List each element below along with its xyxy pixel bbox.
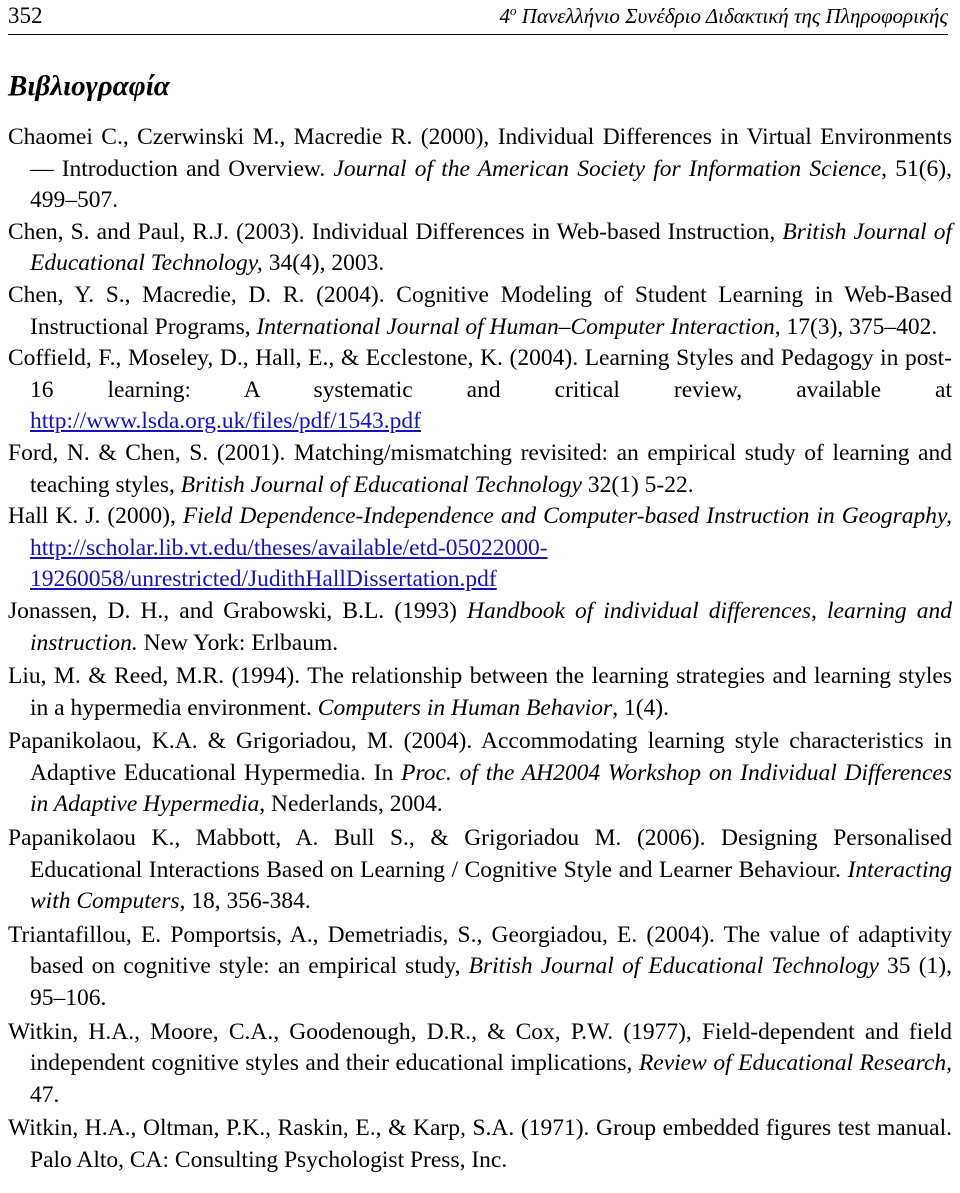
reference-item: Witkin, H.A., Oltman, P.K., Raskin, E., & Karp, S.A. (1971). Group embedded figures test manual. Palo Alto, CA: Consulting Psychologist Press, Inc. <box>8 1115 952 1173</box>
reference-item: Chaomei C., Czerwinski M., Macredie R. (2000), Individual Differences in Virtual Environments — Introduction and Overview. Journal of the American Society for Information Science, 51(6), 499–507. <box>8 124 952 214</box>
reference-item: Chen, S. and Paul, R.J. (2003). Individual Differences in Web-based Instruction, British Journal of Educational Technology, 34(4), 2003. <box>8 218 952 277</box>
reference-list <box>8 122 952 1177</box>
reference-item: Papanikolaou, K.A. & Grigoriadou, M. (2004). Accommodating learning style characteristics in Adaptive Educational Hypermedia. In Proc. of the AH2004 Workshop on Individual Differences in Adaptive Hypermedia, Nederlands, 2004. <box>8 728 952 818</box>
reference-item: Chen, Y. S., Macredie, D. R. (2004). Cognitive Modeling of Student Learning in Web-Based Instructional Programs, International Journal of Human–Computer Interaction, 17(3), 375–402. <box>8 281 952 340</box>
reference-item: Hall K. J. (2000), Field Dependence-Independence and Computer-based Instruction in Geography, http://scholar.lib.vt.edu/theses/available/etd-05022000-19260058/unrestricted/JudithHallDissertation.pdf <box>8 503 952 593</box>
reference-item: Jonassen, D. H., and Grabowski, B.L. (1993) Handbook of individual differences, learning and instruction. New York: Erlbaum. <box>8 597 952 656</box>
running-title-ordinal: 4 <box>499 4 511 28</box>
running-title <box>500 2 948 30</box>
reference-item: Ford, N. & Chen, S. (2001). Matching/mismatching revisited: an empirical study of learning and teaching styles, British Journal of Educational Technology 32(1) 5-22. <box>8 439 952 498</box>
reference-item: Liu, M. & Reed, M.R. (1994). The relationship between the learning strategies and learning styles in a hypermedia environment. Computers in Human Behavior, 1(4). <box>8 663 952 721</box>
reference-item: Papanikolaou K., Mabbott, A. Bull S., & Grigoriadou M. (2006). Designing Personalised Educational Interactions Based on Learning / Cognitive Style and Learner Behaviour. Interacting with Computers, 18, 356-384. <box>8 825 952 915</box>
reference-link[interactable]: http://scholar.lib.vt.edu/theses/available/etd-05022000-19260058/unrestricted/JudithHallDissertation.pdf <box>30 534 548 593</box>
running-title-ordinal-sup: ο <box>510 3 517 18</box>
page-header <box>8 0 948 35</box>
reference-item: Witkin, H.A., Moore, C.A., Goodenough, D.R., & Cox, P.W. (1977), Field-dependent and field independent cognitive styles and their educational implications, Review of Educational Research, 47. <box>8 1018 952 1108</box>
running-title-text: Πανελλήνιο Συνέδριο Διδακτική της Πληροφορικής <box>516 4 948 28</box>
page-number: 352 <box>8 3 43 28</box>
reference-link[interactable]: http://www.lsda.org.uk/files/pdf/1543.pdf <box>30 408 421 435</box>
reference-item: Coffield, F., Moseley, D., Hall, E., & Ecclestone, K. (2004). Learning Styles and Pedagogy in post-16 learning: A systematic and critical review, available at http://www.lsda.org.uk/files/pdf/1543.pdf <box>8 345 952 435</box>
reference-item: Triantafillou, E. Pomportsis, A., Demetriadis, S., Georgiadou, E. (2004). The value of adaptivity based on cognitive style: an empirical study, British Journal of Educational Technology 35 (1), 95–106. <box>8 921 952 1012</box>
section-title: Βιβλιογραφία <box>8 70 170 102</box>
